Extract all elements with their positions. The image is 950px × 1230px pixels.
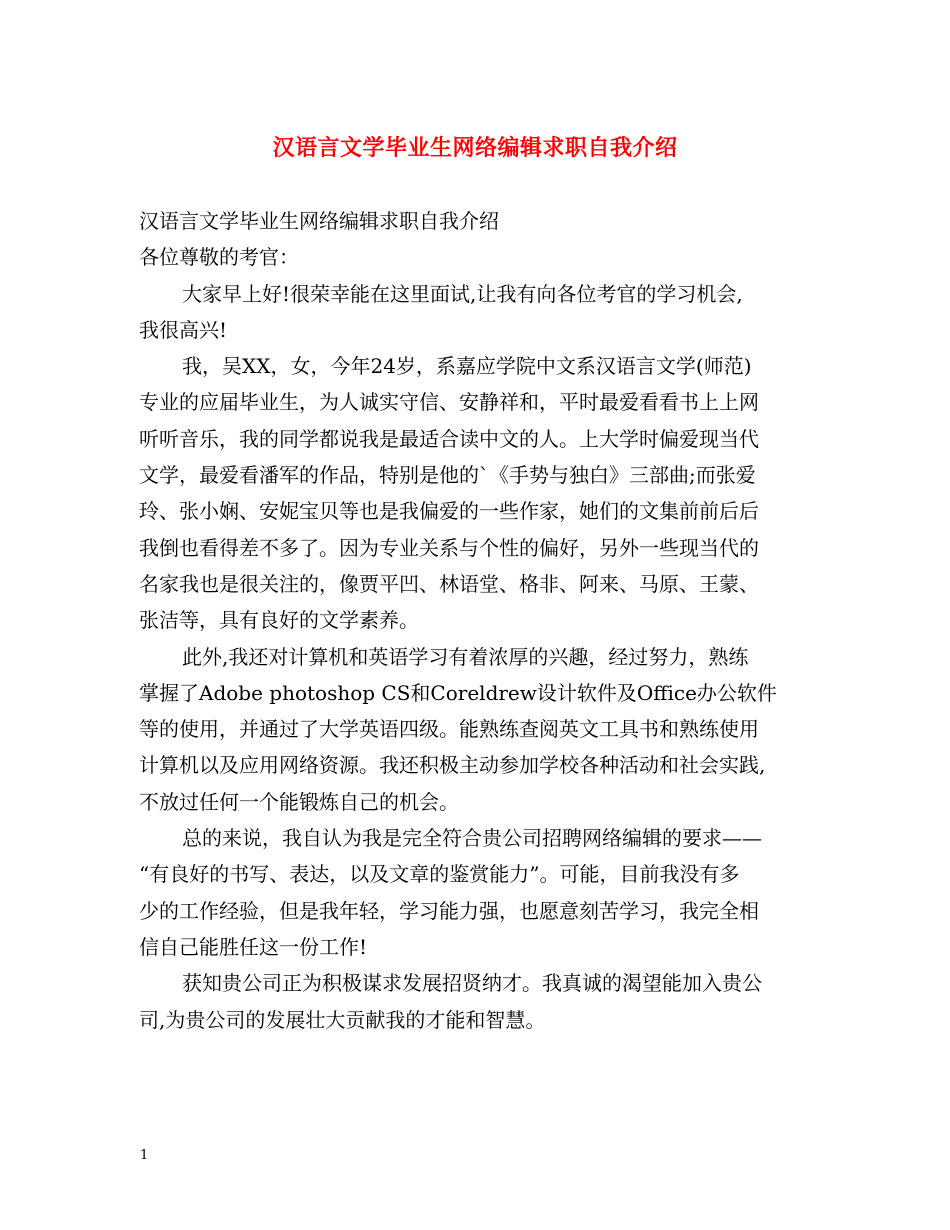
body-line: 我，吴XX，女，今年24岁，系嘉应学院中文系汉语言文学(师范) bbox=[182, 354, 752, 379]
body-line: 专业的应届毕业生，为人诚实守信、安静祥和，平时最爱看看书上上网 bbox=[139, 390, 759, 415]
body-line: 此外,我还对计算机和英语学习有着浓厚的兴趣，经过努力，熟练 bbox=[182, 644, 749, 669]
body-line: 计算机以及应用网络资源。我还积极主动参加学校各种活动和社会实践, bbox=[139, 753, 766, 778]
body-line: 文学，最爱看潘军的作品，特别是他的`《手势与独白》三部曲;而张爱 bbox=[139, 463, 756, 488]
page-number: 1 bbox=[140, 1148, 149, 1163]
body-line: 张洁等，具有良好的文学素养。 bbox=[139, 608, 419, 633]
body-line: 汉语言文学毕业生网络编辑求职自我介绍 bbox=[139, 209, 499, 233]
body-line: “有良好的书写、表达，以及文章的鉴赏能力”。可能，目前我没有多 bbox=[139, 862, 740, 887]
body-line: 等的使用，并通过了大学英语四级。能熟练查阅英文工具书和熟练使用 bbox=[139, 717, 759, 742]
body-line: 名家我也是很关注的，像贾平凹、林语堂、格非、阿来、马原、王蒙、 bbox=[139, 571, 759, 596]
body-line: 我很高兴! bbox=[139, 317, 228, 342]
body-line: 大家早上好!很荣幸能在这里面试,让我有向各位考官的学习机会, bbox=[182, 281, 743, 306]
document-body bbox=[139, 203, 819, 1038]
body-line: 总的来说，我自认为我是完全符合贵公司招聘网络编辑的要求—— bbox=[182, 826, 762, 851]
body-line: 各位尊敬的考官： bbox=[139, 245, 299, 270]
body-line: 不放过任何一个能锻炼自己的机会。 bbox=[139, 789, 459, 814]
body-line: 信自己能胜任这一份工作! bbox=[139, 934, 368, 959]
body-line: 我倒也看得差不多了。因为专业关系与个性的偏好，另外一些现当代的 bbox=[139, 535, 759, 560]
body-line: 玲、张小娴、安妮宝贝等也是我偏爱的一些作家，她们的文集前前后后 bbox=[139, 499, 759, 524]
body-line: 掌握了Adobe photoshop CS和Coreldrew设计软件及Office办公软件 bbox=[139, 680, 777, 705]
document-title: 汉语言文学毕业生网络编辑求职自我介绍 bbox=[272, 135, 678, 161]
body-line: 司,为贵公司的发展壮大贡献我的才能和智慧。 bbox=[139, 1007, 546, 1032]
body-line: 少的工作经验，但是我年轻，学习能力强，也愿意刻苦学习，我完全相 bbox=[139, 898, 759, 923]
body-line: 听听音乐，我的同学都说我是最适合读中文的人。上大学时偏爱现当代 bbox=[139, 426, 759, 451]
body-line: 获知贵公司正为积极谋求发展招贤纳才。我真诚的渴望能加入贵公 bbox=[182, 971, 762, 996]
